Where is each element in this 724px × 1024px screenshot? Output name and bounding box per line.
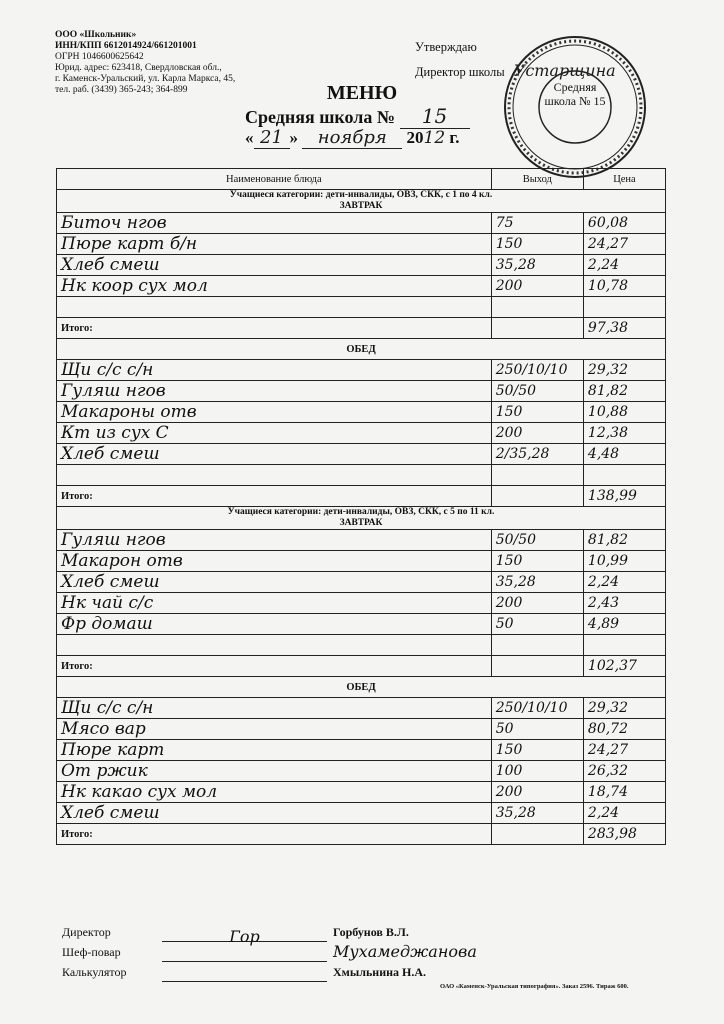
dish-name: Хлеб смеш	[57, 444, 492, 465]
year-suffix: 12	[423, 128, 446, 148]
dish-portion: 50/50	[491, 530, 583, 551]
signature-line	[162, 967, 327, 982]
table-row	[57, 444, 666, 465]
dish-price: 2,24	[583, 255, 665, 276]
meal-row	[57, 339, 666, 360]
dish-name: Макароны отв	[57, 402, 492, 423]
dish-portion: 75	[491, 213, 583, 234]
dish-price: 10,99	[583, 551, 665, 572]
table-row	[57, 698, 666, 719]
dish-price: 29,32	[583, 698, 665, 719]
approve-label: Утверждаю	[415, 40, 477, 54]
total-value: 97,38	[583, 318, 665, 339]
dish-portion: 200	[491, 593, 583, 614]
dish-portion: 200	[491, 276, 583, 297]
menu-table	[56, 168, 666, 845]
dish-price	[583, 297, 665, 318]
total-row	[57, 318, 666, 339]
meal-label: ЗАВТРАК	[339, 201, 383, 211]
dish-name: Фр домаш	[57, 614, 492, 635]
school-number: 15	[400, 104, 470, 129]
dish-name: Нк чай с/с	[57, 593, 492, 614]
dish-portion: 100	[491, 761, 583, 782]
signature-name: Мухамеджанова	[333, 942, 477, 961]
date-quote-open: «	[245, 128, 254, 147]
dish-portion: 150	[491, 234, 583, 255]
menu-title: МЕНЮ	[326, 82, 398, 104]
dish-portion: 250/10/10	[491, 360, 583, 381]
org-name: ООО «Школьник»	[55, 30, 137, 40]
dish-price: 26,32	[583, 761, 665, 782]
meal-row	[57, 677, 666, 698]
total-value: 102,37	[583, 656, 665, 677]
dish-name: Пюре карт б/н	[57, 234, 492, 255]
table-row	[57, 213, 666, 234]
category-row	[57, 190, 666, 213]
dish-name: Биточ нгов	[57, 213, 492, 234]
dish-price: 2,24	[583, 572, 665, 593]
signature-line	[162, 947, 327, 962]
signature-name: Горбунов В.Л.	[333, 925, 409, 939]
dish-price: 2,43	[583, 593, 665, 614]
table-row	[57, 551, 666, 572]
category-label: Учащиеся категории: дети-инвалиды, ОВЗ, СКК, с 5 по 11 кл.	[227, 507, 495, 517]
dish-name: От ржик	[57, 761, 492, 782]
total-label: Итого:	[57, 824, 492, 845]
category-label: Учащиеся категории: дети-инвалиды, ОВЗ, СКК, с 1 по 4 кл.	[229, 190, 493, 200]
table-row	[57, 614, 666, 635]
dish-price: 80,72	[583, 719, 665, 740]
total-label: Итого:	[57, 486, 492, 507]
table-header-row	[57, 169, 666, 190]
dish-price: 81,82	[583, 530, 665, 551]
signature-role: Калькулятор	[62, 965, 127, 979]
total-label: Итого:	[57, 318, 492, 339]
total-row	[57, 656, 666, 677]
dish-name: Нк коор сух мол	[57, 276, 492, 297]
table-row	[57, 423, 666, 444]
table-row	[57, 761, 666, 782]
dish-portion: 50	[491, 719, 583, 740]
total-label: Итого:	[57, 656, 492, 677]
dish-name: Щи с/с с/н	[57, 360, 492, 381]
dish-price: 12,38	[583, 423, 665, 444]
signature-row	[62, 962, 477, 982]
category-row	[57, 507, 666, 530]
dish-price: 29,32	[583, 360, 665, 381]
dish-name: Щи с/с с/н	[57, 698, 492, 719]
dish-name: Нк какао сух мол	[57, 782, 492, 803]
table-row	[57, 530, 666, 551]
dish-name: Мясо вар	[57, 719, 492, 740]
meal-label: ЗАВТРАК	[339, 518, 383, 528]
year-prefix: 20	[406, 128, 424, 147]
signature-mark: Гор	[162, 927, 327, 942]
dish-portion: 150	[491, 740, 583, 761]
dish-portion: 150	[491, 551, 583, 572]
signature-role: Шеф-повар	[62, 945, 121, 959]
dish-price: 24,27	[583, 740, 665, 761]
dish-portion: 35,28	[491, 803, 583, 824]
dish-portion: 150	[491, 402, 583, 423]
dish-price: 24,27	[583, 234, 665, 255]
signature-row	[62, 942, 477, 962]
table-row	[57, 465, 666, 486]
dish-name: Хлеб смеш	[57, 572, 492, 593]
total-value: 283,98	[583, 824, 665, 845]
total-row	[57, 824, 666, 845]
director-title: Директор школы	[415, 65, 505, 79]
printer-info: ОАО «Каменск-Уральская типография». Заказ 2596. Тираж 600.	[440, 983, 629, 990]
dish-price: 60,08	[583, 213, 665, 234]
table-row	[57, 572, 666, 593]
dish-price: 4,48	[583, 444, 665, 465]
date-line	[245, 127, 459, 149]
col-portion-header: Выход	[491, 169, 583, 190]
dish-price: 4,89	[583, 614, 665, 635]
signature-row	[62, 922, 477, 946]
dish-portion: 35,28	[491, 255, 583, 276]
school-stamp	[500, 32, 650, 182]
dish-portion: 250/10/10	[491, 698, 583, 719]
table-row	[57, 593, 666, 614]
table-row	[57, 276, 666, 297]
dish-name	[57, 297, 492, 318]
dish-name: Пюре карт	[57, 740, 492, 761]
dish-price: 81,82	[583, 381, 665, 402]
stamp-center-text: Средняя школа № 15	[544, 80, 606, 108]
col-price-header: Цена	[583, 169, 665, 190]
dish-name: Хлеб смеш	[57, 803, 492, 824]
table-row	[57, 255, 666, 276]
dish-price: 18,74	[583, 782, 665, 803]
org-inn: ИНН/КПП 6612014924/661201001	[55, 41, 197, 51]
org-address-2: г. Каменск-Уральский, ул. Карла Маркса, 45,	[55, 74, 236, 84]
signature-name: Хмыльнина Н.А.	[333, 965, 427, 979]
dish-name: Макарон отв	[57, 551, 492, 572]
table-row	[57, 360, 666, 381]
org-address-1: Юрид. адрес: 623418, Свердловская обл.,	[55, 63, 222, 73]
meal-label: ОБЕД	[57, 339, 666, 360]
dish-name: Кт из сух С	[57, 423, 492, 444]
table-row	[57, 402, 666, 423]
dish-portion: 200	[491, 782, 583, 803]
table-row	[57, 719, 666, 740]
date-day: 21	[254, 127, 290, 149]
table-row	[57, 234, 666, 255]
table-row	[57, 381, 666, 402]
dish-price: 2,24	[583, 803, 665, 824]
table-row	[57, 782, 666, 803]
dish-portion: 200	[491, 423, 583, 444]
org-phone: тел. раб. (3439) 365-243; 364-899	[55, 85, 188, 95]
signatures-block	[62, 922, 477, 982]
dish-portion: 50	[491, 614, 583, 635]
dish-portion: 35,28	[491, 572, 583, 593]
year-end: г.	[449, 128, 460, 147]
dish-portion: 2/35,28	[491, 444, 583, 465]
school-line	[245, 104, 470, 129]
signature-role: Директор	[62, 925, 111, 939]
table-row	[57, 803, 666, 824]
total-value: 138,99	[583, 486, 665, 507]
table-row	[57, 740, 666, 761]
dish-price: 10,78	[583, 276, 665, 297]
date-quote-close: »	[289, 128, 298, 147]
table-row	[57, 297, 666, 318]
dish-portion: 50/50	[491, 381, 583, 402]
org-ogrn: ОГРН 1046600625642	[55, 52, 144, 62]
dish-name: Гуляш нгов	[57, 381, 492, 402]
school-label: Средняя школа №	[245, 107, 395, 127]
dish-name: Гуляш нгов	[57, 530, 492, 551]
dish-portion	[491, 297, 583, 318]
dish-name: Хлеб смеш	[57, 255, 492, 276]
dish-price: 10,88	[583, 402, 665, 423]
director-signature: Устарщина	[513, 61, 616, 80]
table-row	[57, 635, 666, 656]
total-row	[57, 486, 666, 507]
col-dish-header: Наименование блюда	[57, 169, 492, 190]
meal-label: ОБЕД	[57, 677, 666, 698]
date-month: ноября	[302, 127, 402, 149]
